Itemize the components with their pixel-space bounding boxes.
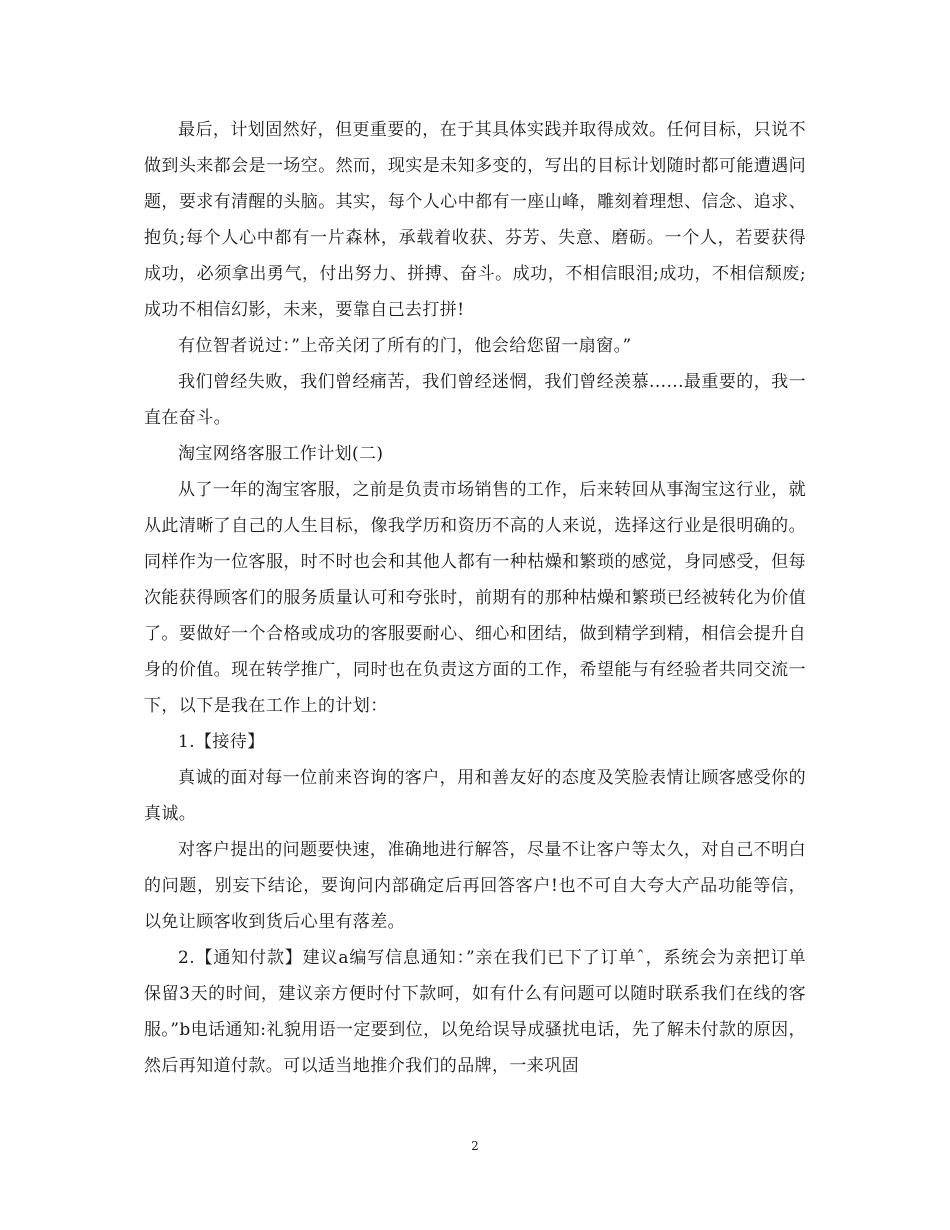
paragraph-wise-quote: 有位智者说过：”上帝关闭了所有的门，他会给您留一扇窗。”	[178, 336, 632, 356]
paragraph-intro: 从了一年的淘宝客服，之前是负责市场销售的工作，后来转回从事淘宝这行业，就从此清晰了自己的人生目标，像我学历和资历不高的人来说，选择这行业是很明确的。同样作为一位客服，时不时也会和其他人都有一种枯燥和繁琐的感觉，身同感受，但每次能获得顾客们的服务质量认可和夸张时，前期有的那种枯燥和繁琐已经被转化为价值了。要做好一个合格或成功的客服要耐心、细心和团结，做到精学到精，相信会提升自身的价值。现在转学推广，同时也在负责这方面的工作，希望能与有经验者共同交流一下，以下是我在工作上的计划：	[144, 480, 806, 716]
paragraph-reception-answers: 对客户提出的问题要快速，准确地进行解答，尽量不让客户等太久，对自己不明白的问题，别妄下结论，要询问内部确定后再回答客户!也不可自大夸大产品功能等信，以免让顾客收到货后心里有落差。	[144, 840, 806, 932]
paragraph-plan-conclusion: 最后，计划固然好，但更重要的，在于其具体实践并取得成效。任何目标，只说不做到头来都会是一场空。然而，现实是未知多变的，写出的目标计划随时都可能遭遇问题，要求有清醒的头脑。其实，每个人心中都有一座山峰，雕刻着理想、信念、追求、抱负;每个人心中都有一片森林，承载着收获、芬芳、失意、磨砺。一个人，若要获得成功，必须拿出勇气，付出努力、拼搏、奋斗。成功，不相信眼泪;成功，不相信颓废;成功不相信幻影，未来，要靠自己去打拼!	[144, 120, 806, 320]
paragraph-payment-notice: 2.【通知付款】建议a编写信息通知：”亲在我们已下了订单ˆ，系统会为亲把订单保留3天的时间，建议亲方便时付下款呵，如有什么有问题可以随时联系我们在线的客服。”b电话通知:礼貌用语一定要到位，以免给误导成骚扰电话，先了解未付款的原因，然后再知道付款。可以适当地推介我们的品牌，一来巩固	[144, 948, 806, 1076]
paragraph-reception-sincerity: 真诚的面对每一位前来咨询的客户，用和善友好的态度及笑脸表情让顾客感受你的真诚。	[144, 768, 806, 824]
document-body	[144, 112, 806, 1084]
item-heading-reception: 1.【接待】	[178, 732, 265, 752]
paragraph-struggle: 我们曾经失败，我们曾经痛苦，我们曾经迷惘，我们曾经羡慕......最重要的，我一直在奋斗。	[144, 372, 806, 428]
page-number: 2	[471, 1139, 479, 1153]
section-heading: 淘宝网络客服工作计划(二)	[178, 444, 384, 464]
